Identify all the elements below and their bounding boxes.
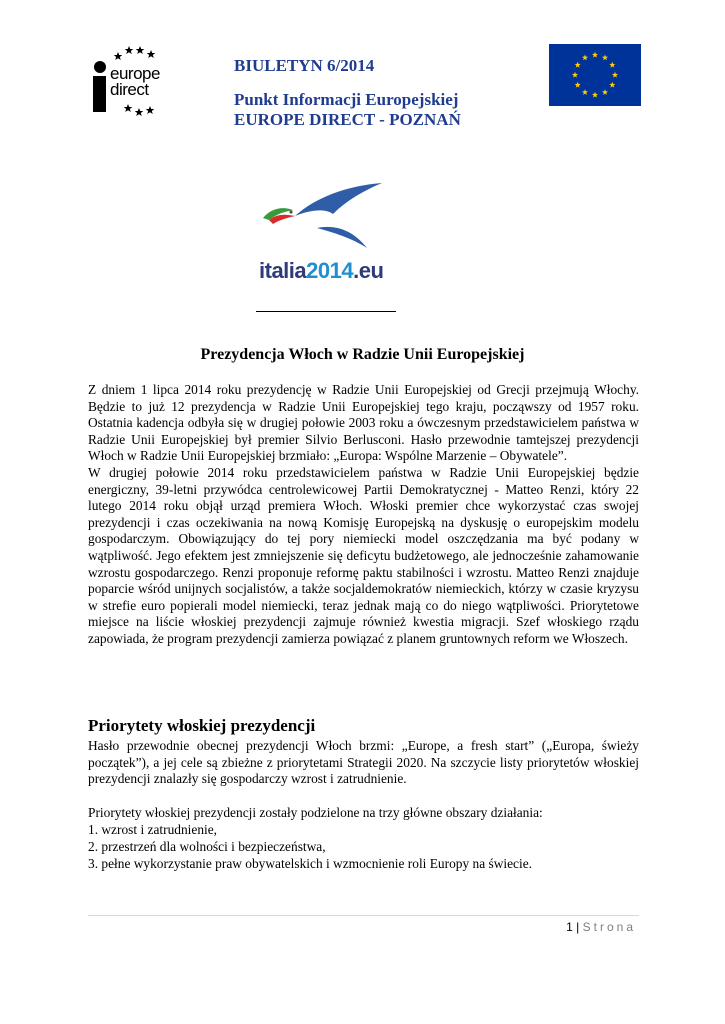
star-icon	[575, 82, 581, 88]
list-item: 3. pełne wykorzystanie praw obywatelskich i wzmocnienie roli Europy na świecie.	[88, 856, 532, 871]
priorities-list-block	[88, 804, 639, 872]
page-label: Strona	[582, 920, 636, 934]
section-subtitle: Priorytety włoskiej prezydencji	[88, 716, 316, 735]
italia-text-number: 2014	[306, 258, 354, 283]
paragraph-2: W drugiej połowie 2014 roku przedstawicielem państwa w Radzie Unii Europejskiej będzie energiczny, 39-letni przywódca centrolewicowej Partii Demokratycznej - Matteo Renzi, który 22 lutego 2014 roku objął urząd premiera Włoch. Włoski premier chce wykorzystać czas swojej prezydencji i czas oczekiwania na nową Komisję Europejską na dyskusję o europejskim modelu gospodarczym. Obowiązujący do tej pory niemiecki model oszczędzania ma być podany w wątpliwość. Jego efektem jest zmniejszenie się deficytu budżetowego, ale jednocześnie zahamowanie wzrostu gospodarczego. Renzi proponuje reformę paktu stabilności i wzrostu. Matteo Renzi znajduje poparcie wśród unijnych socjalistów, a także socjaldemokratów niemieckich, którzy w czasie kryzysu w strefie euro popierali model niemiecki, teraz jednak mają co do niego wątpliwości. Priorytetowe miejsce na liście włoskiej prezydencji zajmuje również kwestia migracji. Szef włoskiego rządu zapowiada, że program prezydencji zamierza powiązać z planem gruntownych reform we Włoszech.	[88, 464, 639, 646]
priorities-intro: Priorytety włoskiej prezydencji zostały podzielone na trzy główne obszary działania:	[88, 805, 543, 820]
list-item: 1. wzrost i zatrudnienie,	[88, 822, 218, 837]
paragraph-1: Z dniem 1 lipca 2014 roku prezydencję w Radzie Unii Europejskiej od Grecji przejmują Włochy. Będzie to już 12 prezydencja w Radzie Unii Europejskiej tego kraju, począwszy od 1957 roku. Ostatnia kadencja odbyła się w drugiej połowie 2003 roku a ówczesnym przedstawicielem państwa w Radzie Unii Europejskiej był premier Silvio Berlusconi. Hasło przewodnie tamtejszej prezydencji Włoch w Radzie Unii Europejskiej brzmiało: „Europa: Wspólne Marzenie – Obywatele”.	[88, 382, 639, 464]
star-icon	[602, 89, 608, 95]
article-title: Prezydencja Włoch w Radzie Unii Europejskiej	[200, 346, 525, 363]
footer-separator: |	[576, 920, 580, 934]
star-icon	[592, 92, 598, 98]
logo-text-europe: europe	[110, 64, 160, 83]
paragraph-3: Hasło przewodnie obecnej prezydencji Włoch brzmi: „Europe, a fresh start” („Europa, świeży początek”), a jej cele są zbieżne z priorytetami Strategii 2020. Na szczycie listy priorytetów włoskiej prezydencji znalazły się gospodarczy wzrost i zatrudnienie.	[88, 738, 639, 787]
page-footer	[88, 920, 636, 934]
star-icon	[592, 52, 598, 58]
list-item: 2. przestrzeń dla wolności i bezpieczeństwa,	[88, 839, 326, 854]
footer-divider	[88, 915, 639, 916]
bulletin-title: BIULETYN 6/2014	[234, 56, 375, 75]
star-icon	[609, 62, 615, 68]
star-icon	[612, 72, 618, 78]
star-icon	[575, 62, 581, 68]
star-icon	[609, 82, 615, 88]
office-location: EUROPE DIRECT - POZNAŃ	[234, 110, 461, 129]
article-body	[88, 382, 639, 648]
eu-flag-stars	[549, 44, 641, 106]
star-icon	[602, 54, 608, 60]
star-icon	[582, 89, 588, 95]
italia-text-prefix: italia	[259, 258, 307, 283]
divider-line	[256, 311, 396, 312]
star-icon	[582, 54, 588, 60]
europe-direct-logo	[88, 40, 178, 122]
page-number: 1	[566, 920, 573, 934]
logo-text-direct: direct	[110, 80, 149, 99]
dove-graphic	[255, 178, 400, 258]
office-name: Punkt Informacji Europejskiej	[234, 90, 459, 109]
italia-logo-text	[259, 258, 383, 284]
star-icon	[572, 72, 578, 78]
italia-text-suffix: .eu	[353, 258, 384, 283]
eu-flag	[549, 44, 641, 106]
